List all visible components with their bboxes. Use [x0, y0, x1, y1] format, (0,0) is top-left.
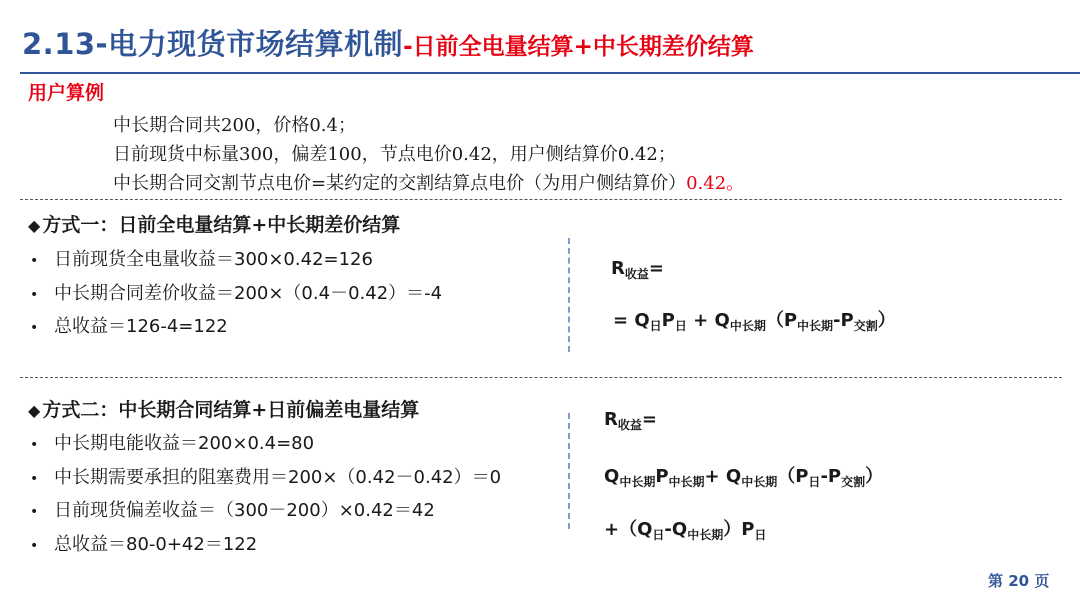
formula-subscript: 日 [808, 475, 821, 489]
bullet-dot-icon: • [30, 538, 39, 555]
list-item [30, 427, 501, 461]
formula-subscript: 收益 [624, 267, 649, 281]
list-item-text: 中长期需要承担的阻塞费用＝200×（0.42－0.42）＝0 [54, 466, 502, 488]
formula-text: ） [865, 466, 884, 487]
page-number: 第 20 页 [988, 572, 1050, 590]
list-item [30, 243, 442, 277]
formula-subscript: 中长期 [729, 319, 766, 333]
section-tag: 用户算例 [28, 82, 105, 104]
list-item [30, 461, 501, 495]
formula-subscript: 日 [652, 528, 665, 542]
bullet-dot-icon: • [30, 470, 39, 487]
intro-line-3-highlight: 0.42。 [686, 173, 745, 194]
slide-title [22, 22, 754, 66]
formula-text: + Q [686, 310, 730, 331]
formula-text: -P [820, 466, 842, 487]
bullet-dot-icon: • [30, 253, 39, 269]
formula-text: -Q [664, 519, 688, 540]
formula-subscript: 日 [674, 319, 687, 333]
bullet-dot-icon: • [30, 286, 39, 303]
method1-title: 方式一：日前全电量结算+中长期差价结算 [42, 214, 401, 236]
list-item [30, 277, 442, 311]
formula-text: P [661, 310, 675, 331]
formula-text: = [648, 258, 664, 279]
bullet-dot-icon: • [30, 437, 39, 453]
divider-middle [20, 377, 1062, 378]
list-item-text: 中长期合同差价收益＝200×（0.4－0.42）＝-4 [54, 282, 443, 304]
formula-text: +（Q [604, 519, 653, 540]
title-sub: -日前全电量结算+中长期差价结算 [403, 34, 754, 60]
formula-text: Q [604, 466, 620, 487]
list-item [30, 494, 501, 528]
method1-heading [28, 210, 400, 237]
formula-text: R [604, 409, 618, 430]
formula-subscript: 交割 [841, 475, 866, 489]
formula-text: + Q [704, 466, 742, 487]
bullet-dot-icon: • [30, 504, 39, 521]
intro-line-3-text: 中长期合同交割节点电价=某约定的交割结算点电价（为用户侧结算价） [113, 173, 687, 194]
formula-text: R [611, 258, 625, 279]
list-item-text: 总收益＝80-0+42＝122 [54, 534, 258, 556]
formula-text: -P [833, 310, 854, 331]
intro-line-2: 日前现货中标量300，偏差100，节点电价0.42，用户侧结算价0.42； [113, 144, 676, 165]
formula-subscript: 中长期 [741, 475, 778, 489]
formula-text: = [641, 409, 657, 430]
formula-text: （P [765, 310, 798, 331]
formula-subscript: 日 [649, 319, 662, 333]
list-item-text: 日前现货偏差收益＝（300－200）×0.42＝42 [54, 500, 435, 522]
method1-formula-line2 [613, 306, 896, 334]
formula-text: = Q [613, 310, 650, 331]
formula-text: P [655, 466, 669, 487]
title-underline [20, 72, 1080, 74]
list-item-text: 总收益＝126-4=122 [54, 316, 228, 338]
divider-vertical-2 [568, 413, 570, 529]
divider-top [20, 199, 1062, 200]
list-item [30, 528, 501, 562]
formula-subscript: 交割 [853, 319, 878, 333]
formula-subscript: 中长期 [668, 475, 705, 489]
diamond-bullet-icon: ◆ [28, 216, 41, 235]
method2-heading [28, 395, 419, 422]
method2-formula-line2 [604, 462, 883, 490]
method2-formula-line3 [604, 515, 766, 543]
divider-vertical-1 [568, 238, 570, 352]
method1-formula-line1 [611, 258, 664, 282]
formula-text: （P [777, 466, 809, 487]
formula-text: ） [877, 310, 896, 331]
method2-title: 方式二：中长期合同结算+日前偏差电量结算 [42, 399, 420, 421]
list-item-text: 中长期电能收益＝200×0.4=80 [54, 433, 315, 454]
formula-subscript: 中长期 [797, 319, 834, 333]
method2-formula-line1 [604, 409, 657, 433]
formula-subscript: 中长期 [619, 475, 656, 489]
formula-subscript: 日 [754, 528, 767, 542]
title-main: 2.13-电力现货市场结算机制 [22, 27, 404, 61]
list-item-text: 日前现货全电量收益＝300×0.42=126 [54, 249, 373, 270]
list-item [30, 310, 442, 344]
formula-subscript: 收益 [617, 418, 642, 432]
method2-list [30, 427, 501, 562]
intro-line-3 [113, 169, 744, 198]
intro-block [113, 111, 744, 198]
method1-list [30, 243, 442, 344]
bullet-dot-icon: • [30, 320, 39, 337]
formula-text: ）P [723, 519, 755, 540]
formula-subscript: 中长期 [687, 528, 724, 542]
diamond-bullet-icon: ◆ [28, 401, 41, 420]
intro-line-1: 中长期合同共200，价格0.4； [113, 115, 356, 136]
